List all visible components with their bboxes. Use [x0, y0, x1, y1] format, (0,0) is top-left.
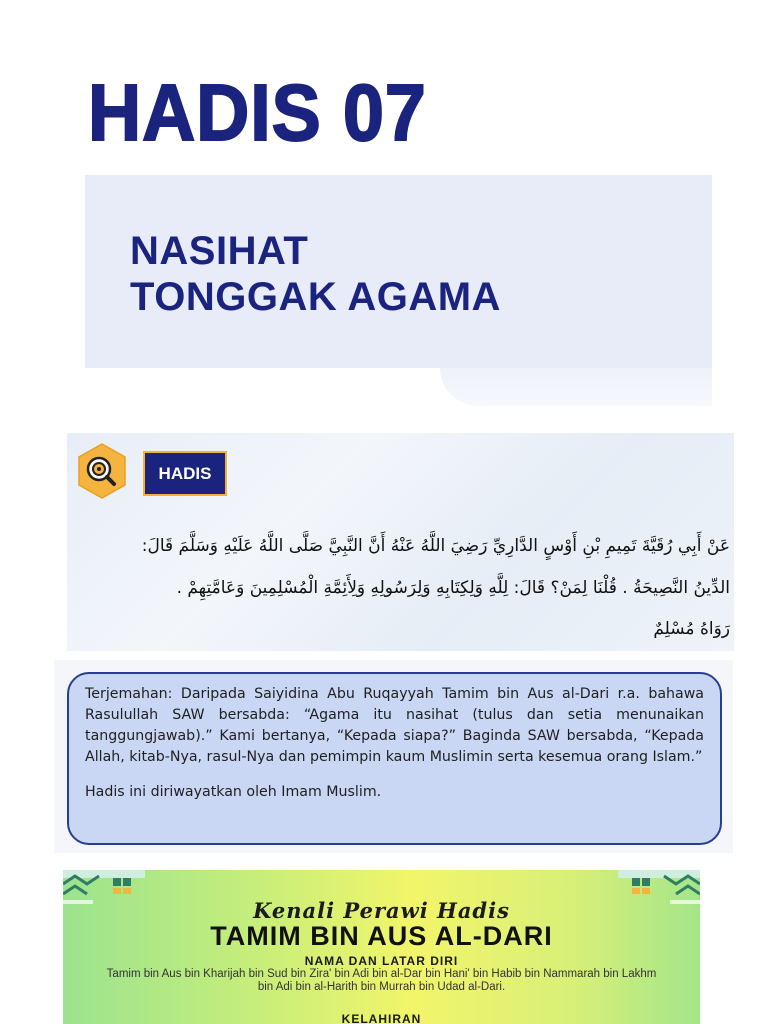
page-title: HADIS 07	[88, 68, 427, 157]
target-magnifier-icon	[77, 443, 127, 499]
translation-source: Hadis ini diriwayatkan oleh Imam Muslim.	[85, 784, 382, 800]
hadis-label: HADIS	[143, 451, 227, 496]
perawi-panel	[63, 870, 700, 1024]
section-title-nama: NAMA DAN LATAR DIRI	[304, 954, 459, 968]
subtitle-text	[130, 228, 501, 320]
subtitle-line-1: NASIHAT	[130, 229, 309, 273]
subtitle-line-2: TONGGAK AGAMA	[130, 275, 501, 319]
translation-text: Terjemahan: Daripada Saiyidina Abu Ruqayyah Tamim bin Aus al-Dari r.a. bahawa Rasulullah SAW bersabda: “Agama itu nasihat (tulus dan setia menunaikan tanggungjawab).” Kami bertanya, “Kepada siapa?” Baginda SAW bersabda, “Kepada Allah, kitab-Nya, rasul-Nya dan pemimpin kaum Muslimin serta kesemua orang Islam.”	[85, 686, 704, 765]
arabic-text-line-1: عَنْ أَبِي رُقَيَّةَ تَمِيمِ بْنِ أَوْسٍ الدَّارِيِّ رَضِيَ اللَّهُ عَنْهُ أَنَّ النَّبِيَّ صَلَّى اللَّهُ عَلَيْهِ وَسَلَّمَ قَالَ:	[141, 536, 730, 556]
perawi-heading: Kenali Perawi Hadis	[253, 898, 510, 923]
translation-box	[67, 672, 722, 845]
section-title-kelahiran: KELAHIRAN	[341, 1012, 422, 1024]
arabic-text-line-2: الدِّينُ النَّصِيحَةُ . قُلْنَا لِمَنْ؟ قَالَ: لِلَّهِ وَلِكِتَابِهِ وَلِرَسُولِهِ وَلِأَئِمَّةِ الْمُسْلِمِينَ وَعَامَّتِهِمْ .	[176, 578, 730, 598]
subtitle-banner-tail	[440, 368, 712, 406]
perawi-lineage: Tamim bin Aus bin Kharijah bin Sud bin Zira' bin Adi bin al-Dar bin Hani' bin Habib bin Nammarah bin Lakhm bin Adi bin al-Harith bin Murrah bin Udad al-Dari.	[106, 968, 657, 993]
arabic-text-line-3: رَوَاهُ مُسْلِمٌ	[653, 619, 730, 639]
perawi-name: TAMIM BIN AUS AL-DARI	[210, 921, 553, 951]
